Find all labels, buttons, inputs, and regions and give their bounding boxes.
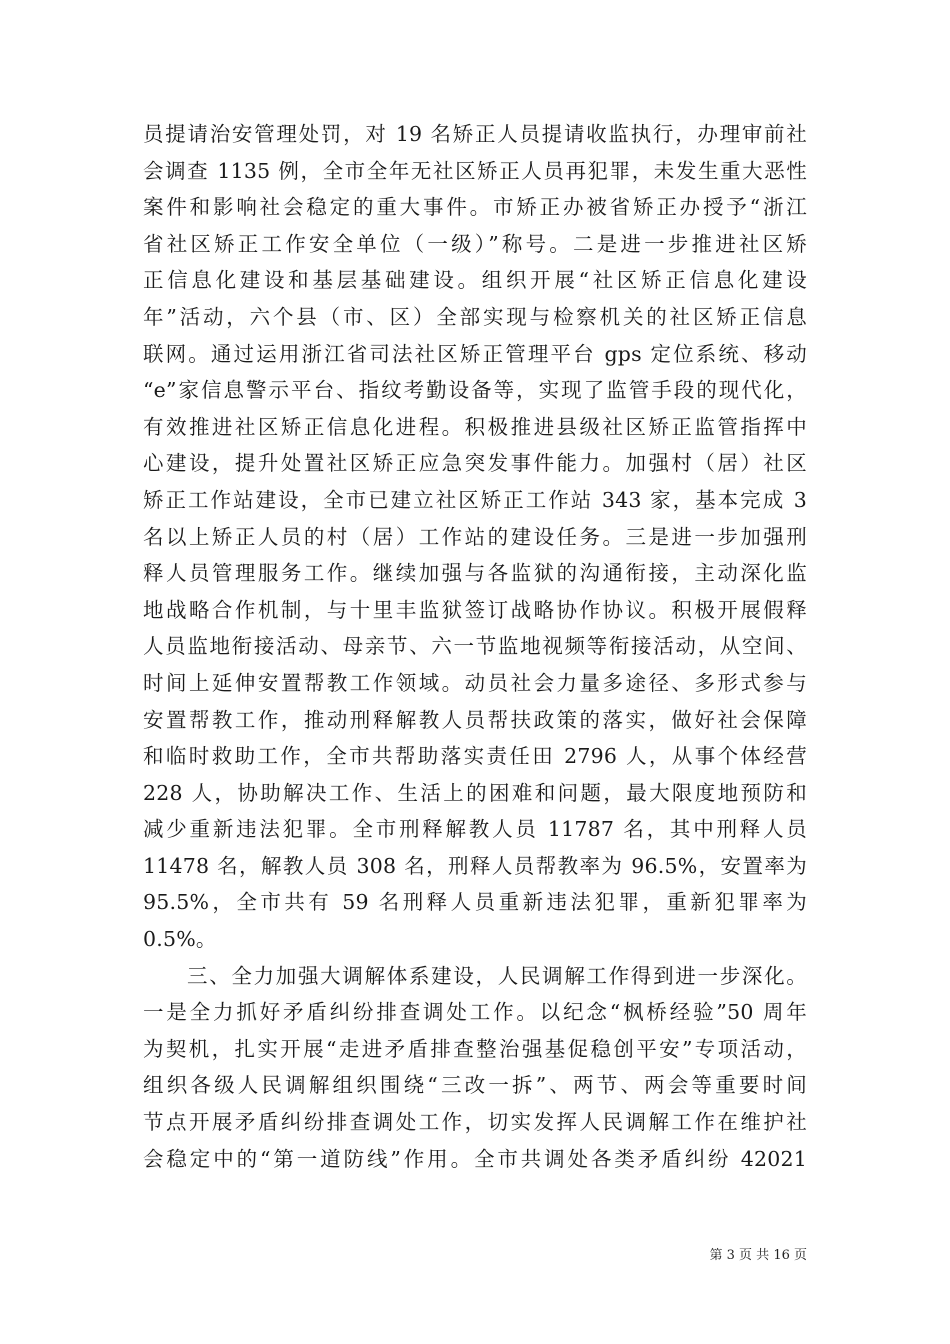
text-line: 11478 名，解教人员 308 名，刑释人员帮教率为 96.5%，安置率为: [143, 853, 807, 878]
text-line: 省社区矫正工作安全单位（一级）”称号。二是进一步推进社区矫: [143, 231, 807, 256]
text-line: 95.5%，全市共有 59 名刑释人员重新违法犯罪，重新犯罪率为: [143, 890, 807, 915]
text-line: 会稳定中的“第一道防线”作用。全市共调处各类矛盾纠纷 42021: [143, 1146, 807, 1171]
text-line: 减少重新违法犯罪。全市刑释解教人员 11787 名，其中刑释人员: [143, 817, 807, 842]
text-line: 人员监地衔接活动、母亲节、六一节监地视频等衔接活动，从空间、: [143, 634, 807, 659]
text-line: 有效推进社区矫正信息化进程。积极推进县级社区矫正监管指挥中: [143, 414, 807, 439]
text-line: 名以上矫正人员的村（居）工作站的建设任务。三是进一步加强刑: [143, 524, 807, 549]
text-line: 节点开展矛盾纠纷排查调处工作，切实发挥人民调解工作在维护社: [143, 1110, 807, 1135]
text-line: 和临时救助工作，全市共帮助落实责任田 2796 人，从事个体经营: [143, 744, 807, 769]
text-line: 释人员管理服务工作。继续加强与各监狱的沟通衔接，主动深化监: [143, 561, 807, 586]
text-line: 会调查 1135 例，全市全年无社区矫正人员再犯罪，未发生重大恶性: [143, 158, 807, 183]
section-heading-line: 三、全力加强大调解体系建设，人民调解工作得到进一步深化。: [187, 963, 807, 988]
text-line: 0.5%。: [143, 927, 217, 952]
text-line: 矫正工作站建设，全市已建立社区矫正工作站 343 家，基本完成 3: [143, 487, 807, 512]
text-line: 正信息化建设和基层基础建设。组织开展“社区矫正信息化建设: [143, 268, 807, 293]
text-line: 年”活动，六个县（市、区）全部实现与检察机关的社区矫正信息: [143, 304, 807, 329]
text-line: 一是全力抓好矛盾纠纷排查调处工作。以纪念“枫桥经验”50 周年: [143, 1000, 807, 1025]
text-line: 228 人，协助解决工作、生活上的困难和问题，最大限度地预防和: [143, 780, 807, 805]
text-line: 安置帮教工作，推动刑释解教人员帮扶政策的落实，做好社会保障: [143, 707, 807, 732]
page-number: 第 3 页 共 16 页: [709, 1248, 807, 1263]
text-line: 时间上延伸安置帮教工作领域。动员社会力量多途径、多形式参与: [143, 670, 807, 695]
text-line: 组织各级人民调解组织围绕“三改一拆”、两节、两会等重要时间: [143, 1073, 807, 1098]
text-line: “e”家信息警示平台、指纹考勤设备等，实现了监管手段的现代化，: [143, 378, 807, 403]
text-line: 联网。通过运用浙江省司法社区矫正管理平台 gps 定位系统、移动: [143, 341, 807, 366]
body-text: [143, 116, 807, 1177]
text-line: 员提请治安管理处罚，对 19 名矫正人员提请收监执行，办理审前社: [143, 122, 807, 146]
text-line: 地战略合作机制，与十里丰监狱签订战略协作协议。积极开展假释: [143, 597, 807, 622]
text-line: 为契机，扎实开展“走进矛盾排查整治强基促稳创平安”专项活动，: [143, 1036, 807, 1061]
text-line: 案件和影响社会稳定的重大事件。市矫正办被省矫正办授予“浙江: [143, 195, 807, 220]
text-line: 心建设，提升处置社区矫正应急突发事件能力。加强村（居）社区: [143, 451, 807, 476]
